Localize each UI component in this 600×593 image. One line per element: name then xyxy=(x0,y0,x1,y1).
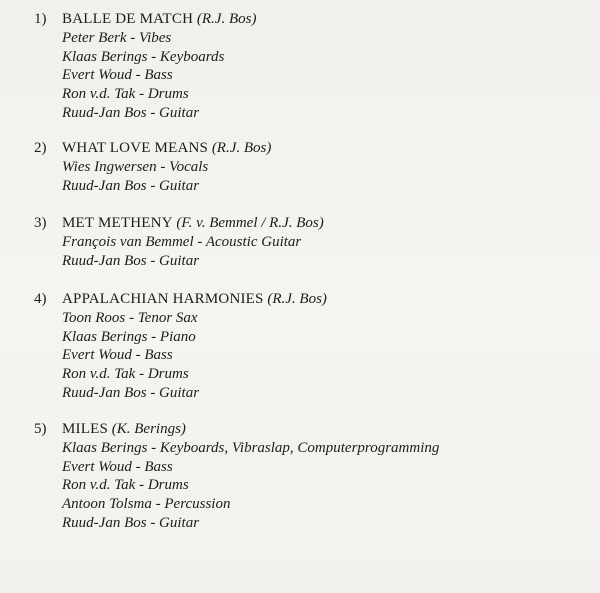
track-composer-credit: (K. Berings) xyxy=(111,421,186,437)
musician-line: Ron v.d. Tak - Drums xyxy=(62,477,189,494)
musician-line: Evert Woud - Bass xyxy=(62,67,173,84)
track-heading xyxy=(62,10,256,29)
musician-line: Ruud-Jan Bos - Guitar xyxy=(62,177,200,194)
musician-line: Ruud-Jan Bos - Guitar xyxy=(62,514,200,531)
musician-line: Klaas Berings - Piano xyxy=(62,328,196,345)
musician-list xyxy=(62,309,199,403)
track-heading xyxy=(62,139,271,158)
musician-line: Ruud-Jan Bos - Guitar xyxy=(62,252,200,269)
track-number: 2) xyxy=(34,140,47,156)
track-composer-credit: (R.J. Bos) xyxy=(196,11,257,27)
musician-line: Ron v.d. Tak - Drums xyxy=(62,86,189,103)
track-number: 5) xyxy=(34,421,47,437)
track-number: 3) xyxy=(34,215,47,231)
track-title: MILES xyxy=(62,421,108,437)
track-composer-credit: (R.J. Bos) xyxy=(211,140,272,156)
musician-list xyxy=(62,158,208,196)
track-number: 4) xyxy=(34,291,47,307)
track-title: WHAT LOVE MEANS xyxy=(62,140,209,156)
musician-line: Antoon Tolsma - Percussion xyxy=(62,496,231,513)
track-title: APPALACHIAN HARMONIES xyxy=(62,291,264,307)
musician-line: Ruud-Jan Bos - Guitar xyxy=(62,384,200,401)
track-heading xyxy=(62,420,186,439)
track-title: BALLE DE MATCH xyxy=(62,11,194,27)
track-composer-credit: (F. v. Bemmel / R.J. Bos) xyxy=(176,215,324,231)
track-heading xyxy=(62,214,324,233)
musician-line: François van Bemmel - Acoustic Guitar xyxy=(62,233,302,250)
musician-line: Klaas Berings - Keyboards xyxy=(62,48,225,65)
musician-list xyxy=(62,29,224,123)
musician-line: Peter Berk - Vibes xyxy=(62,29,172,46)
musician-line: Wies Ingwersen - Vocals xyxy=(62,158,209,175)
musician-line: Klaas Berings - Keyboards, Vibraslap, Computerprogramming xyxy=(62,439,440,456)
musician-line: Evert Woud - Bass xyxy=(62,458,173,475)
musician-list xyxy=(62,439,439,533)
musician-line: Toon Roos - Tenor Sax xyxy=(62,309,198,326)
track-number: 1) xyxy=(34,11,47,27)
musician-line: Evert Woud - Bass xyxy=(62,347,173,364)
track-title: MET METHENY xyxy=(62,215,173,231)
track-composer-credit: (R.J. Bos) xyxy=(267,291,327,307)
musician-line: Ruud-Jan Bos - Guitar xyxy=(62,104,200,121)
musician-list xyxy=(62,233,301,271)
track-heading xyxy=(62,290,327,309)
musician-line: Ron v.d. Tak - Drums xyxy=(62,366,189,383)
